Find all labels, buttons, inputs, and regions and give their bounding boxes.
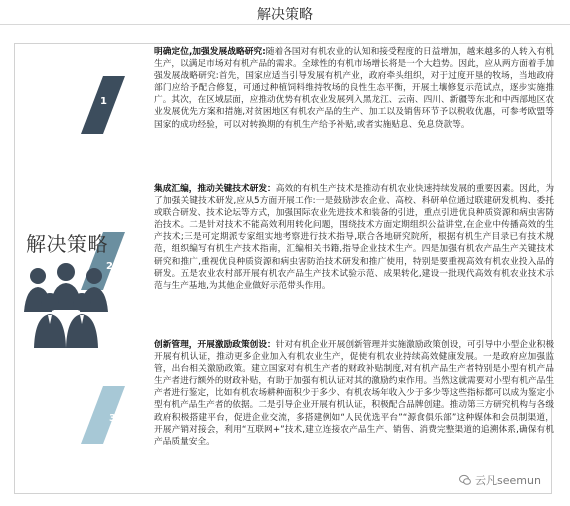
strategy-3-lead: 创新管理，开展激励政策创设： <box>154 340 276 350</box>
strategy-3-number: 3 <box>109 413 116 424</box>
strategy-1-body: 随着各国对有机农业的认知和接受程度的日益增加，越来越多的人转入有机生产，以满足市场对有机产品的需求。全球性的有机市场增长将是一个大趋势。因此，应从两方面着手加强发展战略研究:首先，国家应适当引导发展有机产业，政府牵头组织，对于过度开垦的牧场，当地政府部门应给予配合修复，可通过种植饲料维持牧场的良性生态平衡，开展土壤修复示范试点，逐步实施推广。其次，在区域层面，应推动优势有机农业发展列入黑龙江、云南、四川、新疆等东北和中西部地区农业发展优先方案和措施,对贫困地区有机农产品的生产、加工以及销售环节予以税收优惠，可参考欧盟等国家的成功经验，可以对转换期的有机生产给予补贴,或者实施贴息、免息贷款等。 <box>154 47 554 130</box>
watermark-text: 云凡seemun <box>475 474 541 487</box>
strategy-1-number: 1 <box>100 96 107 107</box>
strategy-2-number: 2 <box>106 261 113 272</box>
page-title: 解决策略 <box>257 7 313 23</box>
strategy-3-body: 针对有机企业开展创新管理并实施激励政策创设，可引导中小型企业积极开展有机认证，推动更多企业加入有机农业生产，促使有机农业持续高效健康发展。一是政府应加强监管，出台相关激励政策。建立国家对有机生产者的财政补贴制度,对有机产品生产者特别是小型有机产品生产者进行额外的财政补贴，有助于加强有机认证对其的激励约束作用。当然这就需要对小型有机产品生产者进行鉴定，比如有机农场耕种面积少于多少、有机农场年收入少于多少等这些指标都可以成为鉴定小型有机产品生产者的依据。二是引导企业开展有机认证，积极配合品牌创建。推动第三方研究机构与各级政府积极搭建平台，促进企业交流，多搭建例如“人民优选平台”“源食俱乐部”这种媒体和会员制渠道，开展产销对接会，利用“互联网+”技术,建立连接农产品生产、销售、消费完整渠道的追溯体系,确保有机产品质量安全。 <box>154 340 555 447</box>
strategy-2-body: 高效的有机生产技术是推动有机农业快速持续发展的重要因素。因此，为了加强关键技术研发,应从5方面开展工作:一是鼓励涉农企业、高校、科研单位通过联建研发机构、委托或联合研发、技术论坛等方式，加强国际农业先进技术和装备的引进，重点引进优良种质资源和病虫害防治技术。二是针对技术不能高效利用转化问题，围绕技术方面定期组织公益讲堂,在企业中传播高效的生产技术;三是可定期派专家组实地考察进行技术指导,联合各地研究院所，根据有机生产目录已有技术规范，组织编写有机生产技术指南，汇编相关书籍,指导企业技术生产。四是加强有机农产品生产关键技术研究和推广,重视优良种质资源和病虫害防治技术研发和推广使用，特别是要重视高效有机农业投入品的研发。五是农业农村部开展有机农产品生产技术试验示范、成果转化,建设一批现代高效有机农业技术示范与生产基地,为其他企业做好示范带头作用。 <box>154 184 555 291</box>
wechat-icon <box>459 474 471 486</box>
side-heading: 解决策略 <box>26 232 108 256</box>
strategy-2-lead: 集成汇编，推动关键技术研发： <box>154 184 276 194</box>
strategy-3-text <box>154 339 554 448</box>
people-group-icon <box>22 262 110 348</box>
strategy-2-text <box>154 183 554 292</box>
watermark <box>459 472 541 488</box>
title-divider <box>0 24 570 25</box>
strategy-1-lead: 明确定位,加强发展战略研究: <box>154 47 266 57</box>
strategy-1-text <box>154 46 554 131</box>
